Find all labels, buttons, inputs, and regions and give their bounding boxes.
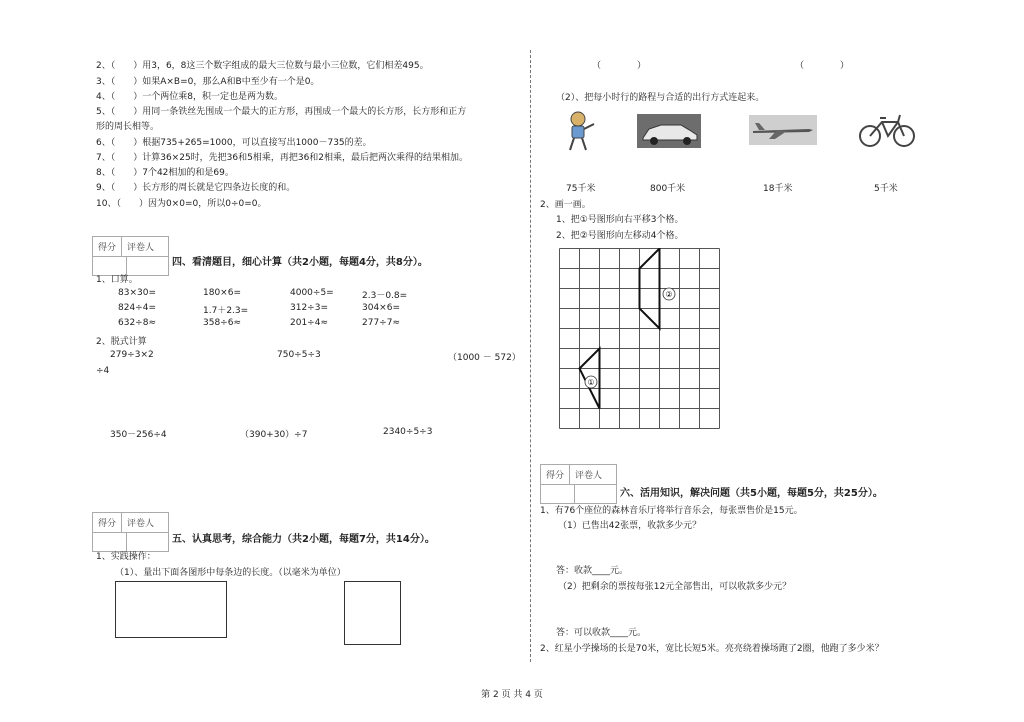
- score-label: 得分: [93, 513, 122, 532]
- drawing-grid: [559, 248, 721, 430]
- judge-item: 5、（ ）用同一条铁丝先围成一个最大的正方形，再围成一个最大的长方形，长方形和正方: [96, 107, 467, 117]
- grader-label: 评卷人: [575, 471, 603, 481]
- question-sub: （2）把剩余的票按每张12元全部售出，可以收款多少元？: [558, 582, 792, 592]
- oral-item: 277÷7≈: [362, 318, 400, 328]
- question-label: 1、口算。: [96, 275, 138, 285]
- grader-label: 评卷人: [127, 519, 155, 529]
- bicycle-icon: [858, 112, 918, 148]
- car-icon: [637, 114, 701, 148]
- score-box: [92, 512, 169, 552]
- grader-label: 评卷人: [127, 243, 155, 253]
- measure-rectangle: [344, 581, 401, 645]
- oral-item: 824÷4=: [118, 303, 156, 313]
- judge-item: 4、（ ）一个两位乘8，积一定也是两为数。: [96, 92, 283, 102]
- answer-line: 答：可以收款____元。: [556, 628, 647, 638]
- oral-item: 201÷4≈: [290, 318, 328, 328]
- calc-item: 279÷3×2: [110, 350, 154, 360]
- oral-item: 180×6=: [203, 288, 241, 298]
- question-sub: （1）、量出下面各图形中每条边的长度。（以毫米为单位）: [115, 568, 346, 578]
- score-box: [540, 464, 617, 504]
- page-number: 第 2 页 共 4 页: [481, 690, 543, 700]
- question-label: 1、实践操作：: [96, 552, 156, 562]
- oral-item: 4000÷5=: [290, 288, 334, 298]
- score-box: [92, 236, 169, 276]
- question: 2、红星小学操场的长是70米，宽比长短5米。亮亮绕着操场跑了2圈，他跑了多少米？: [540, 644, 884, 654]
- question-sub: 1、把①号图形向右平移3个格。: [556, 215, 684, 225]
- judge-item: 9、（ ）长方形的周长就是它四条边长度的和。: [96, 183, 296, 193]
- judge-item: 7、（ ）计算36×25时，先把36和5相乘，再把36和2相乘，最后把两次乘得的结果相加。: [96, 153, 469, 163]
- section-title: 四、看清题目，细心计算（共2小题，每题4分，共8分）。: [172, 257, 428, 268]
- question-label: 2、画一画。: [540, 200, 591, 210]
- oral-item: 312÷3=: [290, 303, 328, 313]
- calc-item: 350－256÷4: [110, 430, 167, 440]
- speed-label: 5千米: [874, 184, 898, 194]
- judge-item: 形的周长相等。: [96, 122, 160, 132]
- oral-item: 1.7＋2.3=: [203, 306, 249, 316]
- judge-item: 6、（ ）根据735+265=1000，可以直接写出1000－735的差。: [96, 138, 372, 148]
- question-sub: 2、把②号图形向左移动4个格。: [556, 231, 684, 241]
- score-label: 得分: [93, 237, 122, 256]
- oral-item: 83×30=: [118, 288, 156, 298]
- column-divider: [530, 50, 531, 662]
- calc-item: （390+30）÷7: [240, 430, 308, 440]
- section-title: 六、活用知识，解决问题（共5小题，每题5分，共25分）。: [620, 488, 883, 499]
- judge-item: 3、（ ）如果A×B=0，那么A和B中至少有一个是0。: [96, 77, 320, 87]
- speed-label: 18千米: [763, 184, 793, 194]
- airplane-icon: [749, 115, 817, 145]
- question-sub: （2）、把每小时行的路程与合适的出行方式连起来。: [556, 93, 765, 103]
- speed-label: 800千米: [650, 184, 686, 194]
- oral-item: 304×6=: [362, 303, 400, 313]
- measure-rectangle: [115, 581, 227, 638]
- judge-item: 8、（ ）7个42相加的和是69。: [96, 168, 234, 178]
- section-title: 五、认真思考，综合能力（共2小题，每题7分，共14分）。: [172, 534, 435, 545]
- shape-1-label: ①: [587, 378, 595, 387]
- oral-item: 632÷8≈: [118, 318, 156, 328]
- judge-item: 10、（ ）因为0×0=0，所以0÷0=0。: [96, 199, 267, 209]
- speed-label: 75千米: [566, 184, 596, 194]
- calc-item-continuation: ÷4: [96, 366, 110, 376]
- question: 1、有76个座位的森林音乐厅将举行音乐会，每张票售价是15元。: [540, 506, 803, 516]
- shape-2-label: ②: [665, 290, 673, 299]
- answer-paren: （ ）: [795, 61, 850, 71]
- answer-line: 答：收款____元。: [556, 566, 629, 576]
- score-label: 得分: [541, 465, 570, 484]
- answer-paren: （ ）: [592, 61, 647, 71]
- calc-item: （1000 － 572）: [448, 353, 521, 363]
- calc-item: 2340÷5÷3: [383, 427, 433, 437]
- oral-item: 358÷6≈: [203, 318, 241, 328]
- walking-child-icon: [560, 110, 600, 152]
- judge-item: 2、（ ）用3，6，8这三个数字组成的最大三位数与最小三位数，它们相差495。: [96, 61, 429, 71]
- calc-item: 750÷5÷3: [277, 350, 321, 360]
- question-sub: （1）已售出42张票，收款多少元？: [558, 521, 702, 531]
- question-label: 2、脱式计算: [96, 337, 147, 347]
- oral-item: 2.3－0.8=: [362, 291, 408, 301]
